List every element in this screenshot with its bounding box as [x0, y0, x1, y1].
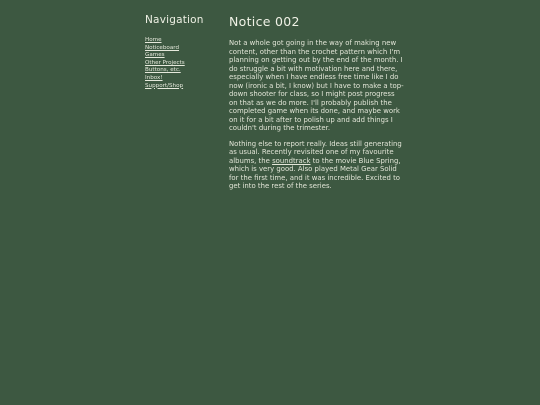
nav-item-inbox — [145, 75, 225, 83]
nav-link-noticeboard[interactable]: Noticeboard — [145, 44, 180, 51]
nav-link-buttons[interactable]: Buttons, etc. — [145, 67, 181, 74]
notice-paragraph-2 — [229, 140, 404, 191]
paragraph-2-text-before: Nothing else to report really. Ideas still generating as usual. Recently revisited one of my favourite albums, the — [229, 139, 402, 165]
nav-link-support-shop[interactable]: Support/Shop — [145, 82, 184, 89]
page-title: Notice 002 — [229, 14, 300, 29]
nav-item-games — [145, 52, 225, 60]
nav-item-home — [145, 37, 225, 45]
nav-list — [145, 37, 225, 90]
nav-link-home[interactable]: Home — [145, 37, 162, 43]
nav-item-noticeboard — [145, 45, 225, 53]
nav-item-buttons — [145, 67, 225, 75]
notice-paragraph-1: Not a whole got going in the way of making new content, other than the crochet pattern which I'm planning on getting out by the end of the month. I do struggle a bit with motivation here and there, especially when I have endless free time like I do now (ironic a bit, I know) but I have to make a top-down shooter for class, so I might post progress on that as we do more. I'll probably publish the completed game when its done, and maybe work on it for a bit after to polish up and add things I couldn't during the trimester. — [229, 39, 404, 132]
nav-link-other-projects[interactable]: Other Projects — [145, 59, 185, 66]
main-content — [229, 14, 404, 198]
paragraph-2-text-after: to the movie Blue Spring, which is very good. Also played Metal Gear Solid for the first time, and it was incredible. Excited to get into the rest of the series. — [229, 156, 401, 190]
nav-link-inbox[interactable]: Inbox! — [145, 74, 163, 81]
nav-item-other-projects — [145, 60, 225, 68]
soundtrack-link[interactable]: soundtrack — [272, 156, 311, 165]
sidebar-nav — [145, 14, 225, 90]
nav-link-games[interactable]: Games — [145, 52, 165, 59]
nav-item-support-shop — [145, 83, 225, 91]
sidebar-heading: Navigation — [145, 14, 204, 26]
